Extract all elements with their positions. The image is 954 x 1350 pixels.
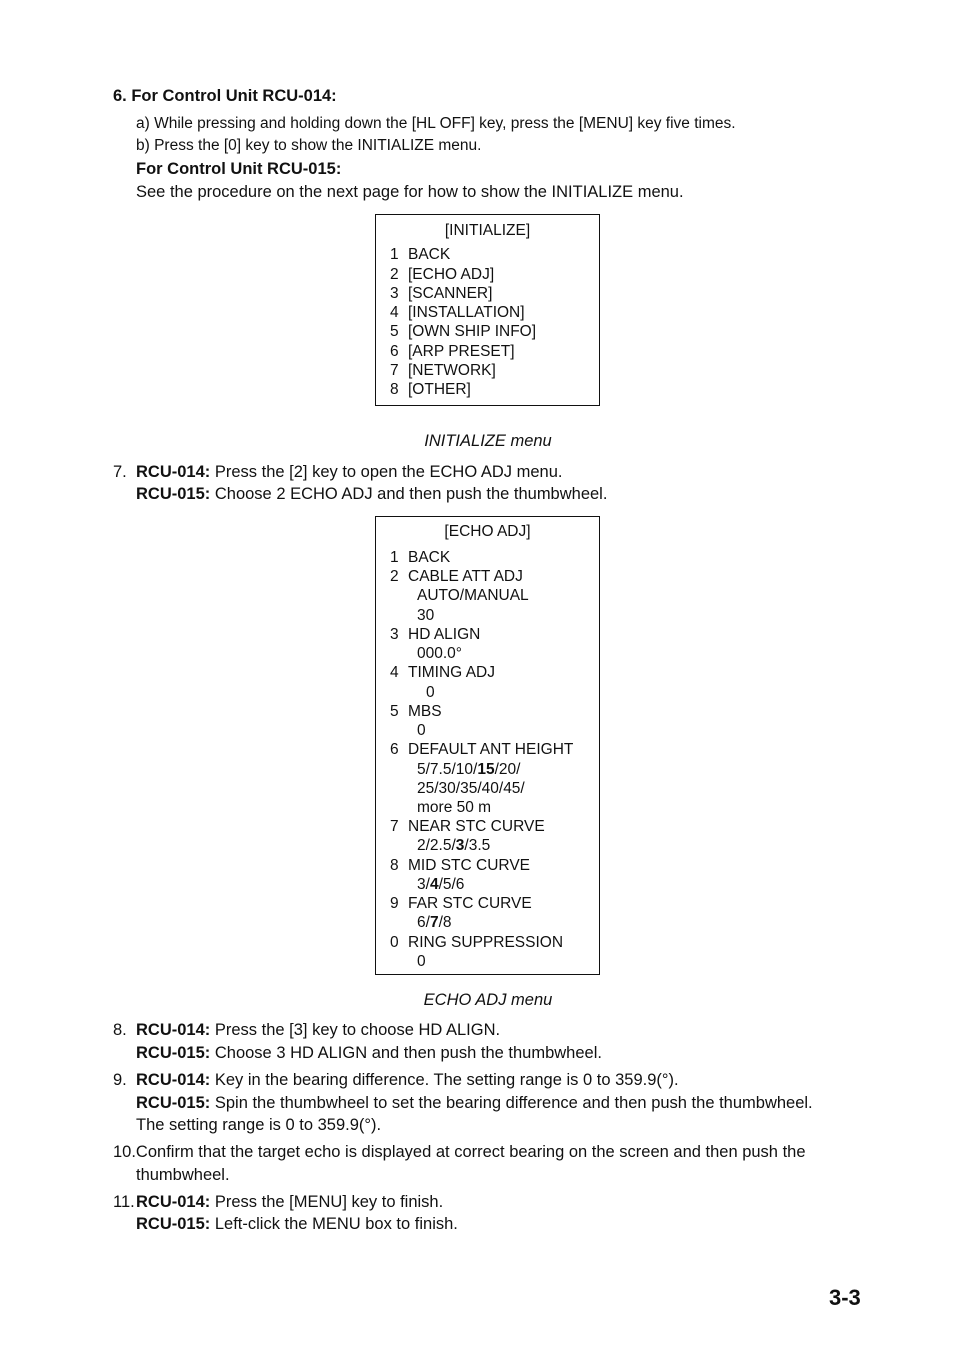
echo-adj-item-value: 0 — [426, 684, 435, 701]
step7-rcu014-text: Press the [2] key to open the ECHO ADJ menu. — [210, 463, 563, 481]
initialize-item-label: [OTHER] — [408, 381, 471, 398]
rcu014-label: RCU-014: — [136, 1021, 211, 1039]
step9-number: 9. — [113, 1071, 127, 1089]
step6-rcu015-heading: For Control Unit RCU-015: — [136, 160, 342, 178]
step9-rcu015-text: Spin the thumbwheel to set the bearing difference and then push the thumbwheel. — [210, 1094, 813, 1112]
option-text: /3.5 — [464, 837, 491, 854]
default-option: 4 — [429, 876, 439, 893]
step6-rcu015-text: See the procedure on the next page for how to show the INITIALIZE menu. — [136, 183, 684, 201]
echo-adj-item-option: AUTO/MANUAL — [417, 587, 529, 604]
initialize-item-label: [NETWORK] — [408, 362, 496, 379]
step6-heading: 6. For Control Unit RCU-014: — [113, 87, 337, 105]
echo-adj-item-label: DEFAULT ANT HEIGHT — [408, 741, 574, 758]
initialize-item-num: 5 — [390, 323, 399, 340]
step10-line2: thumbwheel. — [136, 1166, 230, 1184]
initialize-item-num: 8 — [390, 381, 399, 398]
step9-rcu014-text: Key in the bearing difference. The setting range is 0 to 359.9(°). — [210, 1071, 679, 1089]
step6-substep-b: b) Press the [0] key to show the INITIALIZE menu. — [136, 137, 482, 154]
initialize-item-label: [SCANNER] — [408, 285, 493, 302]
initialize-item-num: 4 — [390, 304, 399, 321]
default-option: 15 — [477, 761, 495, 778]
initialize-item-num: 7 — [390, 362, 399, 379]
step8-rcu015-line — [136, 1044, 602, 1063]
option-text: /5/6 — [438, 876, 465, 893]
echo-adj-item-num: 4 — [390, 664, 399, 681]
echo-adj-item-label: MID STC CURVE — [408, 857, 531, 874]
echo-adj-item-options — [417, 837, 490, 855]
step7-rcu014-line — [136, 463, 562, 482]
echo-adj-item-num: 0 — [390, 934, 399, 951]
initialize-menu-caption: INITIALIZE menu — [424, 432, 552, 450]
step8-number: 8. — [113, 1021, 127, 1039]
default-option: 7 — [429, 914, 439, 931]
echo-adj-menu-title: [ECHO ADJ] — [444, 523, 531, 540]
echo-adj-item-num: 5 — [390, 703, 399, 720]
echo-adj-menu-caption: ECHO ADJ menu — [423, 991, 553, 1009]
initialize-item-num: 3 — [390, 285, 399, 302]
step8-rcu014-line — [136, 1021, 500, 1040]
echo-adj-item-label: MBS — [408, 703, 442, 720]
echo-adj-item-num: 9 — [390, 895, 399, 912]
rcu015-label: RCU-015: — [136, 1094, 211, 1112]
step11-number: 11. — [113, 1193, 135, 1211]
step7-rcu015-line — [136, 485, 607, 504]
echo-adj-item-value: 000.0° — [417, 645, 462, 662]
initialize-item-label: [ECHO ADJ] — [408, 266, 495, 283]
step11-rcu014-line — [136, 1193, 443, 1212]
echo-adj-item-label: CABLE ATT ADJ — [408, 568, 523, 585]
rcu014-label: RCU-014: — [136, 1071, 211, 1089]
step8-rcu015-text: Choose 3 HD ALIGN and then push the thumbwheel. — [210, 1044, 602, 1062]
echo-adj-item-label: BACK — [408, 549, 451, 566]
rcu015-label: RCU-015: — [136, 485, 211, 503]
echo-adj-item-num: 8 — [390, 857, 399, 874]
option-text: 3/ — [417, 876, 430, 893]
option-text: /20/ — [494, 761, 521, 778]
option-text: 2/2.5/ — [417, 837, 456, 854]
initialize-item-label: [ARP PRESET] — [408, 343, 515, 360]
echo-adj-item-value: 0 — [417, 722, 426, 739]
option-text: 5/7.5/10/ — [417, 761, 478, 778]
step11-rcu014-text: Press the [MENU] key to finish. — [210, 1193, 444, 1211]
echo-adj-item-options — [417, 876, 464, 894]
option-text: 6/ — [417, 914, 430, 931]
echo-adj-item-options — [417, 761, 520, 779]
echo-adj-item-value: 30 — [417, 607, 435, 624]
echo-adj-item-num: 3 — [390, 626, 399, 643]
step10-line1: 10.Confirm that the target echo is displayed at correct bearing on the screen and then push the — [113, 1143, 806, 1161]
rcu015-label: RCU-015: — [136, 1044, 211, 1062]
rcu014-label: RCU-014: — [136, 463, 211, 481]
rcu015-label: RCU-015: — [136, 1215, 211, 1233]
echo-adj-item-label: NEAR STC CURVE — [408, 818, 545, 835]
echo-adj-item-options: more 50 m — [417, 799, 492, 816]
rcu014-label: RCU-014: — [136, 1193, 211, 1211]
step8-rcu014-text: Press the [3] key to choose HD ALIGN. — [210, 1021, 501, 1039]
option-text: /8 — [438, 914, 452, 931]
initialize-menu-box — [375, 214, 600, 406]
echo-adj-item-options: 25/30/35/40/45/ — [417, 780, 525, 797]
initialize-menu-title: [INITIALIZE] — [444, 222, 531, 239]
page-number: 3-3 — [829, 1285, 861, 1310]
echo-adj-item-options — [417, 914, 452, 932]
echo-adj-item-num: 2 — [390, 568, 399, 585]
step7-rcu015-text: Choose 2 ECHO ADJ and then push the thumbwheel. — [210, 485, 608, 503]
default-option: 3 — [455, 837, 465, 854]
initialize-item-label: [INSTALLATION] — [408, 304, 525, 321]
echo-adj-item-label: RING SUPPRESSION — [408, 934, 564, 951]
echo-adj-item-value: 0 — [417, 953, 426, 970]
echo-adj-item-num: 7 — [390, 818, 399, 835]
step6-substep-a: a) While pressing and holding down the [HL OFF] key, press the [MENU] key five times. — [136, 115, 736, 132]
step11-rcu015-line — [136, 1215, 458, 1234]
step7-number: 7. — [113, 463, 127, 481]
echo-adj-item-num: 1 — [390, 549, 399, 566]
step9-rcu015-line — [136, 1094, 813, 1113]
initialize-item-num: 1 — [390, 246, 399, 263]
initialize-item-num: 2 — [390, 266, 399, 283]
step9-rcu014-line — [136, 1071, 679, 1090]
initialize-item-label: BACK — [408, 246, 451, 263]
initialize-item-label: [OWN SHIP INFO] — [408, 323, 537, 340]
echo-adj-item-label: FAR STC CURVE — [408, 895, 532, 912]
echo-adj-item-num: 6 — [390, 741, 399, 758]
echo-adj-menu-box — [375, 516, 600, 975]
step11-rcu015-text: Left-click the MENU box to finish. — [210, 1215, 458, 1233]
echo-adj-item-label: TIMING ADJ — [408, 664, 495, 681]
echo-adj-item-label: HD ALIGN — [408, 626, 481, 643]
initialize-item-num: 6 — [390, 343, 399, 360]
step9-rcu015-text-2: The setting range is 0 to 359.9(°). — [136, 1116, 382, 1134]
